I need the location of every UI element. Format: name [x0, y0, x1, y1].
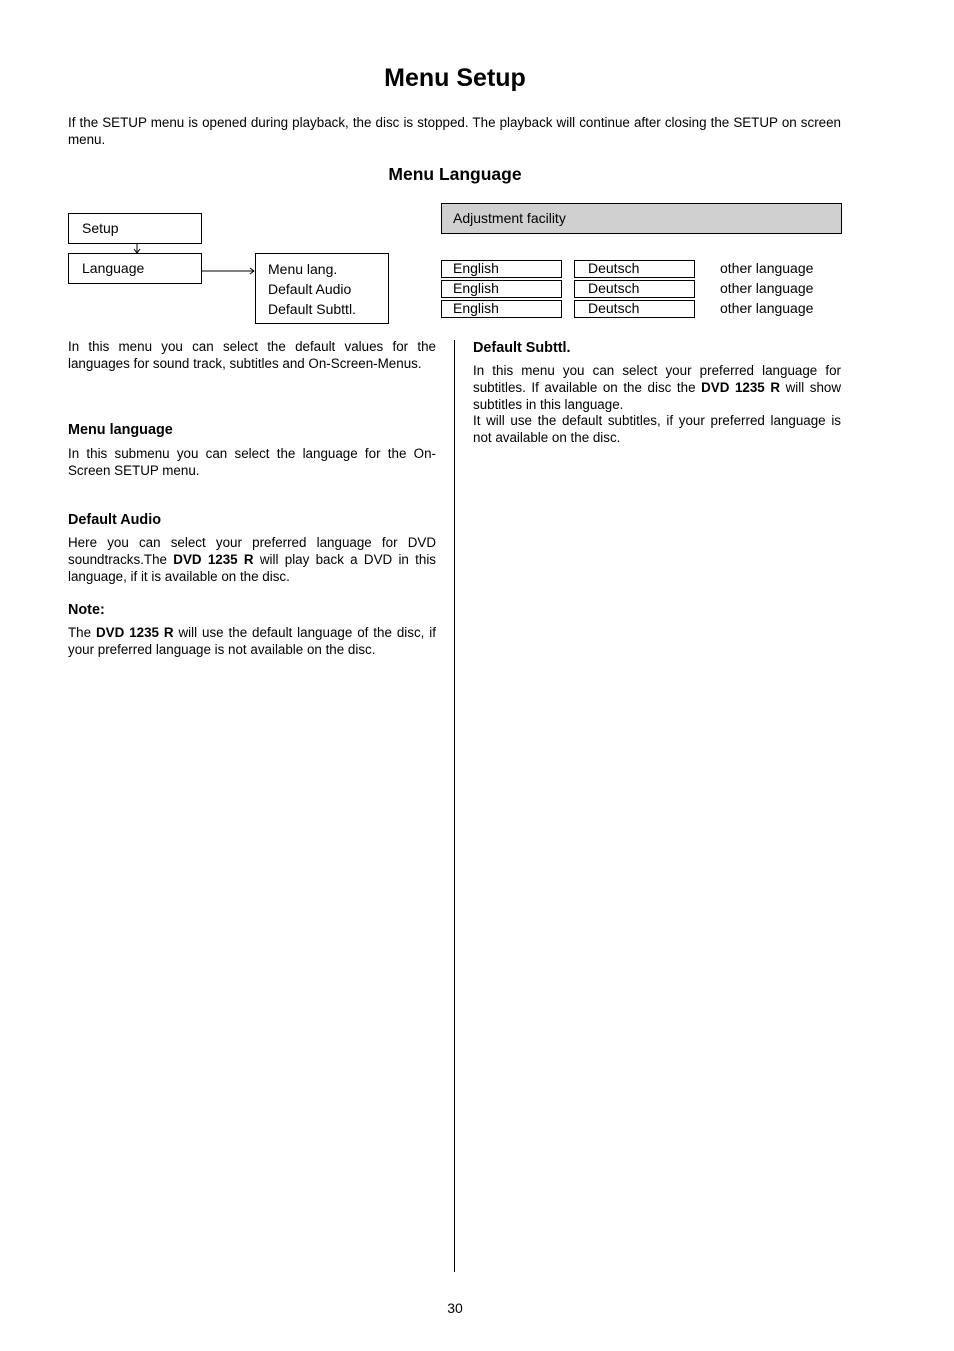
option-other-language: other language — [720, 260, 814, 276]
page-number: 30 — [447, 1300, 463, 1316]
submenu-item-default-audio: Default Audio — [268, 281, 352, 297]
section-title: Menu Language — [388, 164, 522, 184]
model-name: DVD 1235 R — [173, 551, 254, 567]
default-subttl-heading: Default Subttl. — [473, 340, 571, 356]
option-deutsch: Deutsch — [574, 300, 695, 318]
option-english: English — [441, 280, 562, 298]
default-subttl-text: In this menu you can select your preferred language for subtitles. If available on the disc the DVD 1235 R will show subtitles in this language. It will use the default subtitles, if your preferred language is not available on the disc. — [473, 363, 842, 446]
submenu-item-default-subttl: Default Subttl. — [268, 301, 356, 317]
setup-box: Setup — [68, 213, 202, 244]
option-other-language: other language — [720, 280, 814, 296]
submenu-item-menu-lang: Menu lang. — [268, 261, 338, 277]
option-other-language: other language — [720, 300, 814, 316]
language-box: Language — [68, 253, 202, 284]
default-audio-heading: Default Audio — [68, 512, 161, 528]
menu-language-text: In this submenu you can select the language for the On-Screen SETUP menu. — [68, 446, 436, 478]
option-english: English — [441, 260, 562, 278]
option-deutsch: Deutsch — [574, 280, 695, 298]
adjustment-header: Adjustment facility — [441, 203, 842, 234]
menu-language-heading: Menu language — [68, 422, 173, 438]
option-english: English — [441, 300, 562, 318]
default-audio-text: Here you can select your preferred language for DVD soundtracks.The DVD 1235 R will play back a DVD in this language, if it is available on the disc. — [68, 535, 436, 584]
submenu-box — [255, 253, 389, 324]
note-text: The DVD 1235 R will use the default language of the disc, if your preferred language is not available on the disc. — [68, 625, 436, 657]
page-title: Menu Setup — [384, 64, 526, 92]
note-heading: Note: — [68, 602, 105, 618]
column-divider — [454, 340, 455, 1272]
option-deutsch: Deutsch — [574, 260, 695, 278]
model-name: DVD 1235 R — [701, 379, 780, 395]
model-name: DVD 1235 R — [96, 625, 174, 640]
left-intro: In this menu you can select the default values for the languages for sound track, subtitles and On-Screen-Menus. — [68, 339, 436, 371]
intro-paragraph: If the SETUP menu is opened during playback, the disc is stopped. The playback will continue after closing the SETUP on screen menu. — [68, 115, 841, 147]
